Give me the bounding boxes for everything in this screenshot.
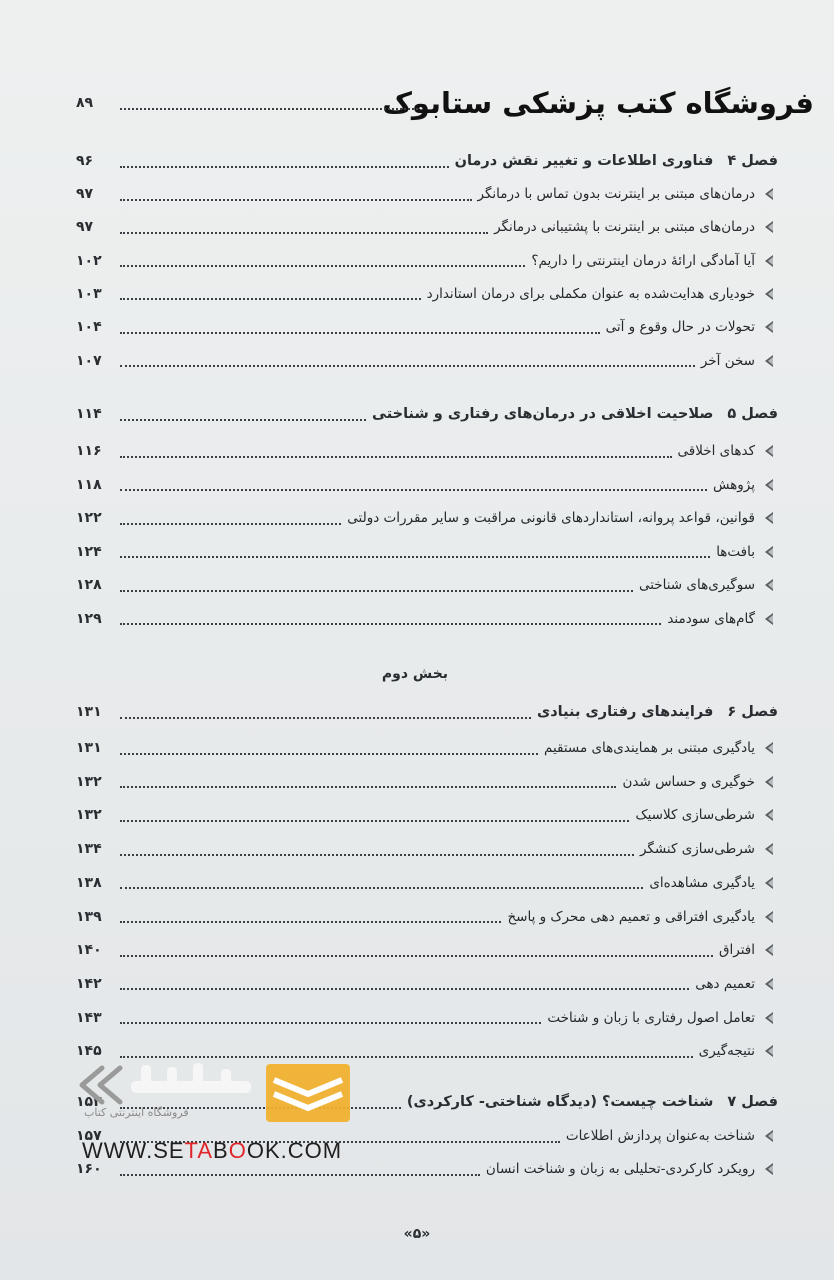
toc-row — [76, 88, 778, 118]
toc-entry[interactable] — [76, 537, 778, 567]
bullet-triangle-icon — [763, 808, 775, 822]
toc-entry[interactable] — [76, 733, 778, 763]
page-number: ۱۰۲ — [76, 252, 102, 269]
page-number: ۱۳۸ — [76, 874, 102, 891]
store-title: فروشگاه کتب پزشکی ستابوک — [382, 86, 814, 120]
bullet-triangle-icon — [763, 910, 775, 924]
leader-dots — [120, 107, 418, 110]
page-number: ۱۰۴ — [76, 319, 102, 336]
page-number: ۱۳۹ — [76, 908, 102, 925]
toc-entry[interactable] — [76, 346, 778, 376]
watermark-tagline: فروشگاه اینترنتی کتاب — [84, 1106, 189, 1119]
bullet-triangle-icon — [763, 254, 775, 268]
entry-title: افتراق — [719, 942, 755, 959]
entry-title: یادگیری مبتنی بر همایندی‌های مستقیم — [543, 740, 755, 756]
toc-entry[interactable] — [76, 503, 778, 533]
leader-dots — [120, 264, 525, 267]
page-number: ۹۷ — [76, 186, 94, 202]
toc-entry[interactable] — [76, 868, 778, 898]
entry-title: تحولات در حال وقوع و آتی — [605, 319, 755, 336]
page-number: ۱۳۲ — [76, 773, 102, 790]
page-number: ۹۶ — [76, 153, 94, 169]
chapter-4-heading[interactable] — [76, 146, 778, 176]
bullet-triangle-icon — [763, 775, 775, 789]
bullet-triangle-icon — [763, 354, 775, 368]
bullet-triangle-icon — [763, 1129, 775, 1143]
bullet-triangle-icon — [763, 287, 775, 301]
bullet-triangle-icon — [763, 1044, 775, 1058]
leader-dots — [120, 455, 672, 458]
page-number: ۱۳۱ — [76, 740, 102, 756]
watermark-url: WWW.SETABOOK.COM — [82, 1138, 343, 1163]
page-number: ۱۰۷ — [76, 352, 102, 369]
leader-dots — [120, 297, 421, 300]
entry-title: سخن آخر — [700, 352, 755, 369]
page-number: ۱۳۱ — [76, 704, 102, 720]
bullet-triangle-icon — [763, 612, 775, 626]
entry-title: شرطی‌سازی کلاسیک — [635, 807, 755, 824]
page-number: ۱۱۴ — [76, 406, 102, 422]
toc-entry[interactable] — [76, 179, 778, 209]
bullet-triangle-icon — [763, 187, 775, 201]
bullet-triangle-icon — [763, 943, 775, 957]
leader-dots — [120, 231, 488, 234]
toc-entry[interactable] — [76, 212, 778, 242]
entry-title: بافت‌ها — [716, 543, 755, 560]
page-number: ۸۹ — [76, 95, 94, 111]
book-brand-icon — [262, 1062, 354, 1124]
leader-dots — [120, 954, 713, 957]
chapter-5-heading[interactable] — [76, 399, 778, 429]
leader-dots — [120, 819, 629, 822]
page-number: ۱۵۷ — [76, 1128, 102, 1144]
bullet-triangle-icon — [763, 478, 775, 492]
entry-title: خودیاری هدایت‌شده به عنوان مکملی برای درمان استاندارد — [426, 285, 755, 302]
entry-title: تعامل اصول رفتاری با زبان و شناخت — [547, 1009, 755, 1026]
leader-dots — [120, 589, 633, 592]
page-number: ۱۲۸ — [76, 577, 102, 593]
leader-dots — [120, 1021, 541, 1024]
setabook-wordmark-logo — [72, 1060, 262, 1110]
entry-title: تعمیم دهی — [695, 975, 755, 992]
entry-title: یادگیری مشاهده‌ای — [649, 874, 755, 891]
page-number: ۱۲۹ — [76, 610, 102, 627]
entry-title: خوگیری و حساس شدن — [622, 773, 755, 790]
page-number: ۱۲۲ — [76, 510, 102, 526]
page-footer-number: «۵» — [403, 1226, 431, 1242]
entry-title: درمان‌های مبتنی بر اینترنت با پشتیبانی درمانگر — [494, 219, 755, 236]
bullet-triangle-icon — [763, 741, 775, 755]
leader-dots — [120, 198, 472, 201]
page-number: ۱۳۲ — [76, 807, 102, 824]
page-number: ۱۱۸ — [76, 476, 102, 493]
leader-dots — [120, 622, 661, 625]
leader-dots — [120, 555, 710, 558]
page-number: ۱۲۴ — [76, 543, 102, 560]
page-number: ۱۳۴ — [76, 841, 102, 858]
entry-title: نتیجه‌گیری — [698, 1043, 755, 1060]
leader-dots — [120, 920, 501, 923]
toc-entry[interactable] — [76, 902, 778, 932]
page-number: ۱۵۳ — [76, 1094, 102, 1110]
bullet-triangle-icon — [763, 511, 775, 525]
entry-title: قوانین، قواعد پروانه، استانداردهای قانونی مراقبت و سایر مقررات دولتی — [347, 510, 755, 526]
bullet-triangle-icon — [763, 545, 775, 559]
entry-title: درمان‌های مبتنی بر اینترنت بدون تماس با درمانگر — [477, 186, 755, 202]
entry-title: آیا آمادگی ارائهٔ درمان اینترنتی را داریم؟ — [531, 252, 755, 269]
entry-title: رویکرد کارکردی-تحلیلی به زبان و شناخت انسان — [485, 1161, 755, 1177]
leader-dots — [120, 331, 600, 334]
leader-dots — [120, 1055, 693, 1058]
bullet-triangle-icon — [763, 220, 775, 234]
chapter-6-heading[interactable] — [76, 697, 778, 727]
bullet-triangle-icon — [763, 876, 775, 890]
part-heading: بخش دوم — [381, 666, 449, 682]
leader-dots — [120, 418, 366, 421]
toc-entry[interactable] — [76, 246, 778, 276]
bullet-triangle-icon — [763, 1162, 775, 1176]
chapter-label: فصل ۷ — [727, 1094, 778, 1110]
leader-dots — [120, 522, 341, 525]
leader-dots — [120, 1173, 480, 1176]
chapter-label: فصل ۵ — [727, 406, 778, 422]
leader-dots — [120, 752, 538, 755]
toc-entry[interactable] — [76, 800, 778, 830]
leader-dots — [120, 785, 616, 788]
leader-dots — [120, 488, 707, 491]
page-number: ۱۴۲ — [76, 975, 102, 992]
page-number: ۱۴۵ — [76, 1043, 102, 1060]
entry-title: شناخت به‌عنوان پردازش اطلاعات — [565, 1128, 755, 1144]
entry-title: کدهای اخلاقی — [677, 443, 755, 459]
toc-entry[interactable] — [76, 935, 778, 965]
leader-dots — [120, 165, 449, 168]
entry-title: سوگیری‌های شناختی — [638, 577, 755, 593]
chapter-title: فرایندهای رفتاری بنیادی — [536, 704, 714, 720]
toc-entry[interactable] — [76, 570, 778, 600]
toc-entry[interactable] — [76, 312, 778, 342]
page-number: ۱۶۰ — [76, 1161, 102, 1177]
toc-entry[interactable] — [76, 470, 778, 500]
entry-title: گام‌های سودمند — [667, 610, 755, 627]
page-number: ۱۴۰ — [76, 942, 102, 959]
bullet-triangle-icon — [763, 1011, 775, 1025]
toc-entry[interactable] — [76, 969, 778, 999]
toc-entry[interactable] — [76, 436, 778, 466]
toc-entry[interactable] — [76, 279, 778, 309]
toc-entry[interactable] — [76, 834, 778, 864]
bullet-triangle-icon — [763, 842, 775, 856]
page-number: ۹۷ — [76, 219, 94, 236]
leader-dots — [120, 886, 643, 889]
bullet-triangle-icon — [763, 444, 775, 458]
leader-dots — [120, 987, 689, 990]
toc-entry[interactable] — [76, 767, 778, 797]
chapter-title: صلاحیت اخلاقی در درمان‌های رفتاری و شناختی — [372, 406, 714, 422]
chapter-label: فصل ۶ — [727, 704, 778, 720]
entry-title: یادگیری افتراقی و تعمیم دهی محرک و پاسخ — [507, 908, 755, 925]
leader-dots — [120, 364, 695, 367]
leader-dots — [120, 853, 634, 856]
entry-title: شرطی‌سازی کنشگر — [639, 841, 755, 858]
page-number: ۱۱۶ — [76, 443, 102, 459]
bullet-triangle-icon — [763, 578, 775, 592]
page-number: ۱۴۳ — [76, 1009, 102, 1026]
bullet-triangle-icon — [763, 977, 775, 991]
chapter-label: فصل ۴ — [727, 153, 778, 169]
chapter-title: فناوری اطلاعات و تغییر نقش درمان — [454, 153, 714, 169]
entry-title: پژوهش — [712, 476, 755, 493]
toc-entry[interactable] — [76, 1003, 778, 1033]
bullet-triangle-icon — [763, 320, 775, 334]
chapter-title: شناخت چیست؟ (دیدگاه شناختی- کارکردی) — [406, 1094, 714, 1110]
page-number: ۱۰۳ — [76, 285, 102, 302]
toc-entry[interactable] — [76, 604, 778, 634]
leader-dots — [120, 716, 531, 719]
